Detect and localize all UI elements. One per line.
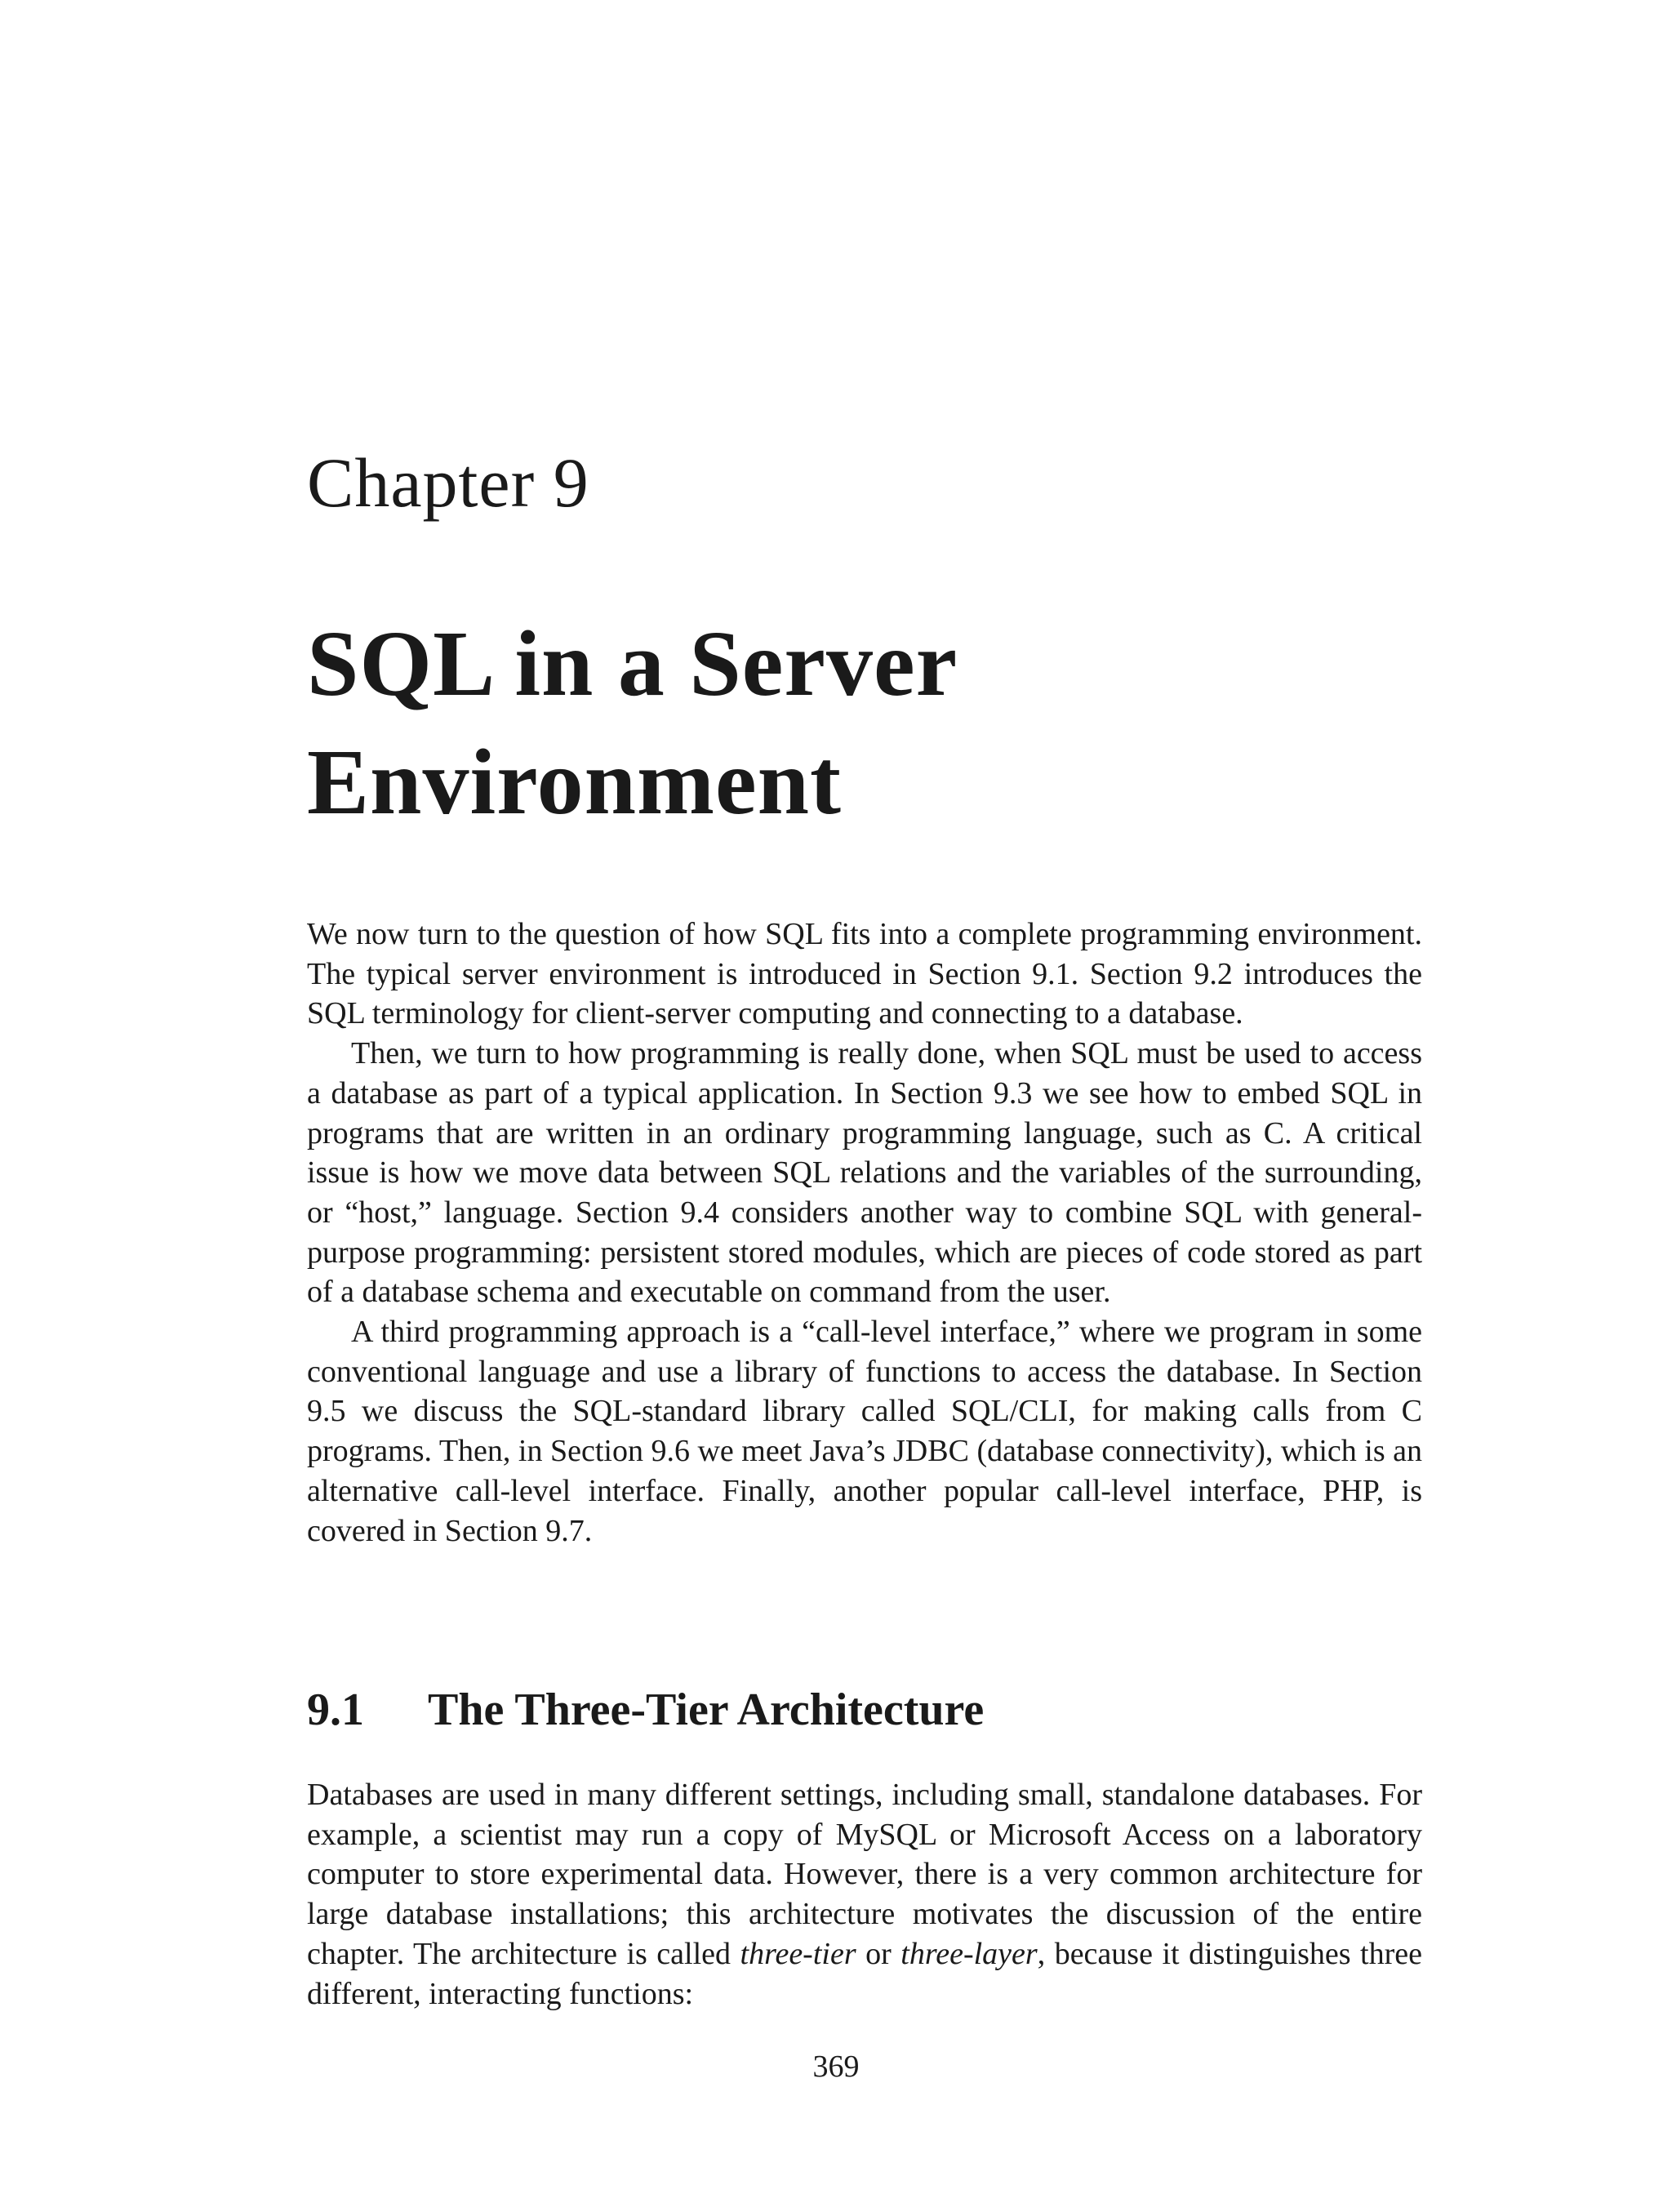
chapter-title: SQL in a Server Environment	[307, 612, 957, 834]
intro-paragraph-3: A third programming approach is a “call-level interface,” where we program in some conventional language and use a library of functions to access the database. In Section 9.5 we discuss the SQL-standard library called SQL/CLI, for making calls from C programs. Then, in Section 9.6 we meet Java’s JDBC (database connectivity), which is an alternative call-level interface. Finally, another popular call-level interface, PHP, is covered in Section 9.7.	[307, 1315, 1422, 1548]
intro-paragraph-1: We now turn to the question of how SQL fits into a complete programming environment. The typical server environment is introduced in Section 9.1. Section 9.2 introduces the SQL terminology for client-server computing and connecting to a database.	[307, 917, 1422, 1031]
section-paragraph-text-start: Databases are used in many different settings, including small, standalone databases. For example, a scientist may run a copy of MySQL or Microsoft Access on a laboratory computer to store experimental data. However, there is a very common architecture for large database installations; this architecture motivates the discussion of the entire chapter. The architecture is called	[307, 1778, 1422, 1971]
section-number: 9.1	[307, 1685, 364, 1735]
section-paragraph-text-or: or	[856, 1936, 901, 1971]
section-title: The Three-Tier Architecture	[428, 1685, 985, 1735]
section-paragraph-text-end: , because it distinguishes three different, interacting functions:	[307, 1936, 1422, 2011]
section-paragraph	[307, 1775, 1422, 2014]
chapter-introduction	[307, 915, 1422, 1551]
term-three-layer: three-layer	[900, 1936, 1038, 1971]
chapter-label: Chapter 9	[307, 443, 589, 522]
page-number: 369	[812, 2050, 860, 2084]
intro-paragraph-2: Then, we turn to how programming is really done, when SQL must be used to access a database as part of a typical application. In Section 9.3 we see how to embed SQL in programs that are written in an ordinary programming language, such as C. A critical issue is how we move data between SQL relations and the variables of the surrounding, or “host,” language. Section 9.4 considers another way to combine SQL with general-purpose programming: persistent stored modules, which are pieces of code stored as part of a database schema and executable on command from the user.	[307, 1036, 1422, 1310]
section-body	[307, 1775, 1422, 2014]
section-heading	[307, 1687, 984, 1733]
term-three-tier: three-tier	[740, 1936, 856, 1971]
